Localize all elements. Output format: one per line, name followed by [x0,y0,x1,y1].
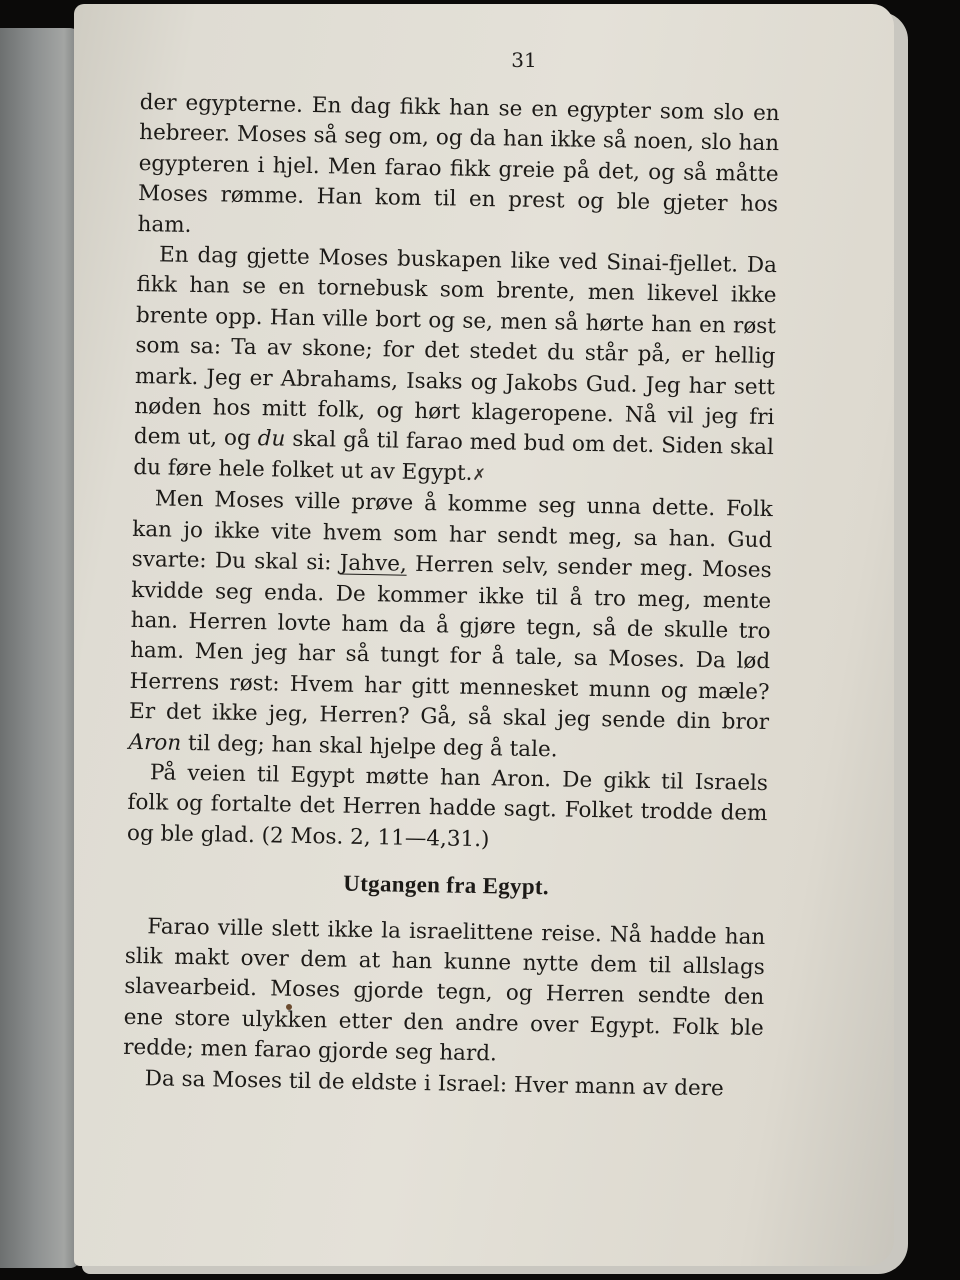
text-line: skal gå til [292,427,400,455]
text-line: På veien til Egypt møtte han Aron. De gikk til Israels [149,760,769,797]
text-line: mente han. Herren lovte ham da å gjøre tegn, så de [130,587,772,642]
text-line: Farao ville slett ikke la israelittene reise. Nå hadde [147,913,717,949]
text-line: dem og ble glad. (2 Mos. 2, 11—4,31.) [126,800,768,852]
text-line: kan jo ikke vite hvem som har sendt meg, sa han. Gud [132,516,773,553]
text-line: Da sa Moses til de eldste i Israel: Hver mann av dere [144,1065,724,1101]
text-line: klageropene. Nå vil jeg fri dem ut, og [133,399,775,452]
text-line: ikke brente opp. Han ville bort og se, men så hørte [135,282,777,337]
section-heading: Utgangen fra Egypt. [343,870,550,900]
text-line: han slik makt over dem at han kunne nytte dem til [124,923,766,979]
text-line: Men Moses ville prøve å komme seg unna dette. Folk [154,486,773,523]
paragraph [137,88,780,251]
paragraph [127,758,768,860]
text-line: Jakobs Gud. Jeg har sett nøden hos mitt folk, og hørt [134,370,776,425]
page-number: 31 [511,48,537,72]
paragraph [123,911,766,1074]
text-line: folk og fortalte det Herren hadde sagt. Folket trodde [127,790,713,826]
body-text [122,88,779,1105]
text-line: Moses kvidde seg enda. De kommer ikke til å tro meg, [131,556,772,613]
text-line: og så måtte Moses rømme. Han kom til en prest og ble [137,159,779,216]
text-line: ble redde; men farao gjorde seg hard. [123,1015,764,1067]
text-line: til deg; han skal hjelpe deg å tale. [187,730,558,762]
text-line: og mæle? Er det ikke jeg, Herren? Gå, så skal jeg sende [128,677,770,734]
text-line: Da lød Herrens røst: Hvem har gitt mennesket munn [129,648,771,703]
text-line: en hebreer. Moses så seg om, og da han ikke så noen, [138,100,780,156]
text-line: Herren selv, sender meg. [414,551,694,582]
text-line: han en røst som sa: Ta av skone; for det stedet du [135,311,777,366]
text-line: den ene store ulykken etter den andre over Egypt. Folk [123,984,765,1041]
text-line: står på, er hellig mark. Jeg er Abrahams, Isaks og [134,341,776,395]
text-line: En dag gjette Moses buskapen like ved Sinai-fjellet. [158,242,739,278]
italic-word: du [257,426,286,453]
text-line: Da fikk han se en tornebusk som brente, men likevel [136,252,778,308]
underlined-word: Jahve, [339,550,407,577]
paragraph [128,484,773,769]
text-line: svarte: Du skal si: [131,547,332,576]
pencil-mark: ✗ [472,464,487,484]
italic-word: Aron [128,729,182,756]
facing-page-edge [0,28,80,1268]
text-line: farao med bud om det. Siden skal du føre hele folket [133,429,775,484]
text-line: gjeter hos ham. [137,190,779,238]
text-line: din bror [676,708,770,736]
paragraph [133,240,777,495]
text-line: allslags slavearbeid. Moses gjorde tegn, og Herren sendte [124,953,765,1010]
text-line: der egypterne. En dag fikk han se en egypter som slo [139,89,745,126]
text-line: slo han egypteren i hjel. Men farao fikk greie på det, [138,130,780,185]
text-line: ut av Egypt. [340,458,473,486]
text-line: skulle tro ham. Men jeg har så tungt for å tale, sa Moses. [129,617,771,673]
